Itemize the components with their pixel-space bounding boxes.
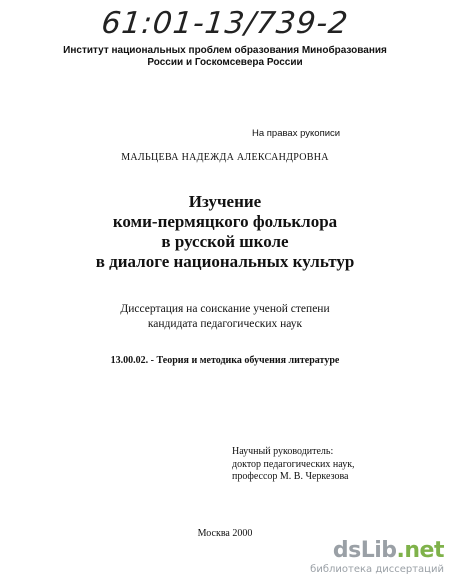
scientific-supervisor [232, 446, 355, 484]
dslib-watermark [304, 538, 444, 578]
title-line-4: в диалоге национальных культур [95, 252, 355, 271]
author-name: МАЛЬЦЕВА НАДЕЖДА АЛЕКСАНДРОВНА [121, 152, 329, 163]
dissertation-title [0, 192, 450, 272]
supervisor-line-2: доктор педагогических наук, [232, 458, 355, 470]
title-line-2: коми-пермяцкого фольклора [112, 212, 338, 231]
watermark-subtitle: библиотека диссертаций [310, 564, 444, 575]
institution-line-2: России и Госкомсевера России [147, 57, 303, 68]
degree-line-1: Диссертация на соискание ученой степени [120, 303, 330, 315]
title-line-3: в русской школе [161, 232, 289, 251]
title-line-1: Изучение [188, 192, 262, 211]
handwritten-catalog-code: 61:01-13/739-2 [99, 6, 351, 41]
place-and-year: Москва 2000 [197, 528, 253, 539]
manuscript-rights-note: На правах рукописи [252, 128, 341, 139]
institution-header [0, 45, 450, 69]
institution-line-1: Институт национальных проблем образования Минобразования [63, 45, 387, 56]
supervisor-line-1: Научный руководитель: [232, 446, 334, 457]
degree-line-2: кандидата педагогических наук [147, 318, 303, 330]
degree-statement [0, 302, 450, 332]
logo-accent-text: .net [396, 538, 444, 563]
specialty-code: 13.00.02. - Теория и методика обучения литературе [110, 355, 340, 366]
dslib-logo [333, 538, 444, 563]
supervisor-line-3: профессор М. В. Черкезова [232, 471, 349, 482]
logo-main-text: dsLib [332, 538, 397, 563]
